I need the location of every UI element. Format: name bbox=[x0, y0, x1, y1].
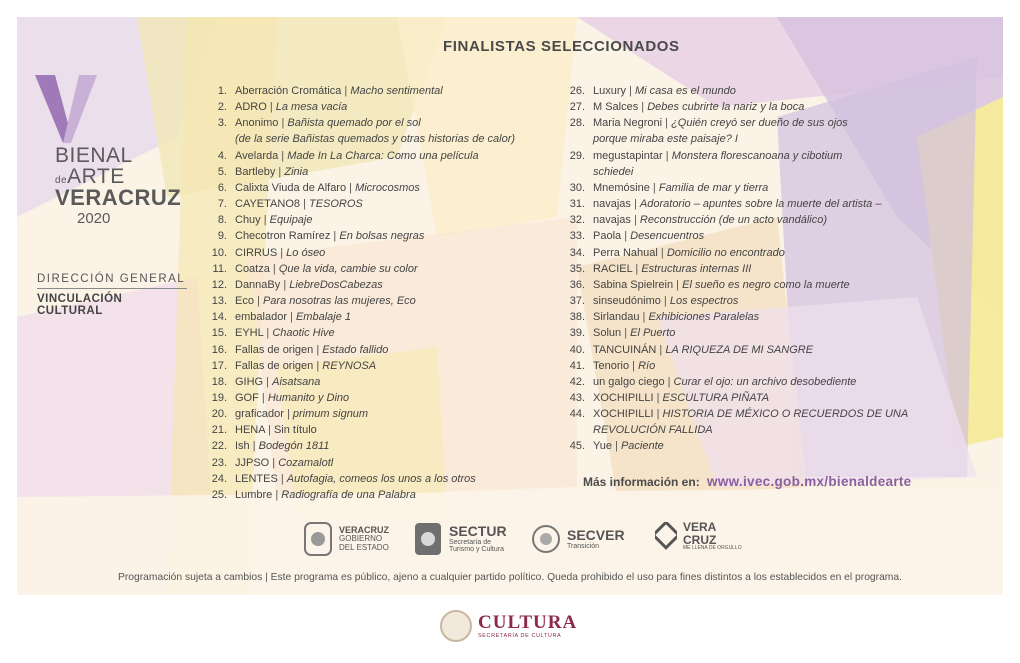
finalist-work-continued: porque miraba este paisaje? I bbox=[593, 133, 738, 146]
finalist-number: 7. bbox=[217, 198, 227, 211]
finalist-artist: Lumbre bbox=[235, 488, 273, 501]
finalist-number: 20. bbox=[211, 408, 227, 421]
finalist-work: Macho sentimental bbox=[350, 85, 443, 97]
finalist-entry: 45. Yue | Paciente bbox=[565, 438, 955, 454]
finalist-work: Embalaje 1 bbox=[295, 311, 352, 324]
finalist-number: 22. bbox=[211, 440, 227, 453]
finalist-work: En bolsas negras bbox=[339, 230, 425, 243]
finalist-work: Familia de mar y tierra bbox=[658, 181, 769, 194]
finalist-number: 43. bbox=[569, 391, 585, 404]
finalist-number: 34. bbox=[569, 246, 585, 259]
finalist-entry: 7. CAYETANO8 | TESOROS bbox=[207, 196, 587, 212]
finalist-work-continued: REVOLUCIÓN FALLIDA bbox=[593, 424, 713, 437]
finalist-artist: Solun bbox=[593, 327, 622, 340]
finalist-work: Para nosotras las mujeres, Eco bbox=[262, 295, 416, 308]
finalist-artist: megustapintar bbox=[593, 149, 663, 162]
sponsor-veracruz-brand: VERA CRUZ ME LLENA DE ORGULLO bbox=[655, 521, 742, 551]
finalist-artist: ADRO bbox=[235, 101, 267, 114]
finalist-artist: Checotron Ramírez bbox=[235, 230, 331, 243]
finalist-entry: 36. Sabina Spielrein | El sueño es negro como la muerte bbox=[565, 277, 955, 293]
finalist-artist: Coatza bbox=[235, 262, 270, 275]
sectur-name: SECTUR bbox=[449, 523, 507, 540]
finalist-artist: DannaBy bbox=[235, 278, 281, 291]
finalist-work: Bodegón 1811 bbox=[258, 440, 330, 453]
finalist-work: Debes cubrirte la nariz y la boca bbox=[647, 101, 805, 114]
finalist-number: 4. bbox=[217, 149, 227, 162]
finalist-entry: 41. Tenorio | Río bbox=[565, 358, 955, 374]
logo-de-arte: deARTE bbox=[55, 165, 125, 188]
finalist-entry: 25. Lumbre | Radiografía de una Palabra bbox=[207, 487, 587, 503]
finalist-work: Estructuras internas III bbox=[641, 262, 752, 275]
finalist-number: 14. bbox=[211, 311, 227, 324]
finalist-work: Domicilio no encontrado bbox=[666, 246, 785, 259]
finalist-work: El Puerto bbox=[630, 327, 676, 340]
finalist-entry: 20. graficador | primum signum bbox=[207, 406, 587, 422]
finalist-work: Exhibiciones Paralelas bbox=[648, 311, 760, 324]
finalist-entry: 42. un galgo ciego | Curar el ojo: un archivo desobediente bbox=[565, 374, 955, 390]
finalist-number: 42. bbox=[569, 375, 585, 388]
finalist-entry: 15. EYHL | Chaotic Hive bbox=[207, 325, 587, 341]
more-info bbox=[583, 474, 912, 489]
finalist-entry: 34. Perra Nahual | Domicilio no encontrado bbox=[565, 245, 955, 261]
finalist-artist: Chuy bbox=[235, 214, 261, 227]
finalist-number: 36. bbox=[569, 278, 585, 291]
finalist-artist: Perra Nahual bbox=[593, 246, 658, 259]
finalist-number: 19. bbox=[211, 391, 227, 404]
finalist-number: 17. bbox=[211, 359, 227, 372]
finalist-artist: embalador bbox=[235, 311, 287, 324]
finalist-entry: 24. LENTES | Autofagia, comeos los unos a los otros bbox=[207, 471, 587, 487]
finalist-work: Made In La Charca: Como una película bbox=[287, 149, 479, 162]
finalist-work: Mi casa es el mundo bbox=[635, 85, 736, 97]
finalist-entry: 40. TANCUINÁN | LA RIQUEZA DE MI SANGRE bbox=[565, 342, 955, 358]
finalist-artist: GOF bbox=[235, 391, 259, 404]
finalist-entry: 28. Maria Negroni | ¿Quién creyó ser dueño de sus ojos porque miraba este paisaje? I bbox=[565, 115, 955, 147]
finalist-entry: 14. embalador | Embalaje 1 bbox=[207, 309, 587, 325]
logo-bienal: BIENAL bbox=[55, 144, 133, 167]
finalist-artist: HENA bbox=[235, 424, 265, 437]
finalist-entry: 27. M Salces | Debes cubrirte la nariz y la boca bbox=[565, 99, 955, 115]
finalist-artist: XOCHIPILLI bbox=[593, 391, 654, 404]
finalist-work: Desencuentros bbox=[630, 230, 705, 243]
finalist-number: 26. bbox=[569, 85, 585, 97]
finalist-number: 45. bbox=[569, 440, 585, 453]
poster bbox=[17, 17, 1003, 595]
veracruz-pattern-icon bbox=[655, 522, 677, 550]
finalist-artist: TANCUINÁN bbox=[593, 343, 657, 356]
finalist-entry: 17. Fallas de origen | REYNOSA bbox=[207, 358, 587, 374]
finalist-artist: Luxury bbox=[593, 85, 627, 97]
finalist-artist: Mnemósine bbox=[593, 181, 650, 194]
finalist-number: 25. bbox=[211, 488, 227, 501]
finalist-number: 13. bbox=[211, 295, 227, 308]
finalist-entry: 11. Coatza | Que la vida, cambie su color bbox=[207, 261, 587, 277]
finalist-work: Sin título bbox=[273, 424, 317, 437]
finalist-artist: Sabina Spielrein bbox=[593, 278, 674, 291]
finalist-artist: Sirlandau bbox=[593, 311, 640, 324]
finalist-artist: navajas bbox=[593, 198, 631, 211]
finalist-artist: M Salces bbox=[593, 101, 639, 114]
finalist-work: La mesa vacía bbox=[275, 101, 348, 114]
finalist-work: primum signum bbox=[292, 408, 369, 421]
finalist-number: 8. bbox=[217, 214, 227, 227]
finalist-work: LA RIQUEZA DE MI SANGRE bbox=[665, 343, 814, 356]
finalist-entry: 19. GOF | Humanito y Dino bbox=[207, 390, 587, 406]
finalist-work: Paciente bbox=[620, 440, 664, 453]
finalist-number: 28. bbox=[569, 117, 585, 130]
finalist-entry: 44. XOCHIPILLI | HISTORIA DE MÉXICO O RECUERDOS DE UNA REVOLUCIÓN FALLIDA bbox=[565, 406, 955, 438]
finalist-artist: sinseudónimo bbox=[593, 295, 661, 308]
finalist-work: Reconstrucción (de un acto vandálico) bbox=[639, 214, 828, 227]
finalist-work: Radiografía de una Palabra bbox=[281, 488, 416, 501]
finalist-entry: 32. navajas | Reconstrucción (de un acto vandálico) bbox=[565, 212, 955, 228]
finalist-number: 40. bbox=[569, 343, 585, 356]
finalist-artist: navajas bbox=[593, 214, 631, 227]
finalist-number: 30. bbox=[569, 181, 585, 194]
direccion-line1: DIRECCIÓN GENERAL bbox=[37, 273, 187, 289]
finalist-number: 3. bbox=[217, 117, 227, 130]
finalist-work: Lo óseo bbox=[286, 246, 326, 259]
finalist-entry: 22. Ish | Bodegón 1811 bbox=[207, 438, 587, 454]
finalist-artist: RACIEL bbox=[593, 262, 633, 275]
finalist-artist: Anonimo bbox=[235, 117, 279, 130]
finalist-number: 10. bbox=[211, 246, 227, 259]
finalist-entry: 38. Sirlandau | Exhibiciones Paralelas bbox=[565, 309, 955, 325]
finalist-number: 2. bbox=[217, 101, 227, 114]
sponsor-logos bbox=[17, 517, 1003, 567]
logo-veracruz: VERACRUZ bbox=[55, 185, 182, 210]
finalist-entry: 9. Checotron Ramírez | En bolsas negras bbox=[207, 228, 587, 244]
finalist-number: 35. bbox=[569, 262, 585, 275]
finalist-work: Bañista quemado por el sol bbox=[287, 117, 421, 130]
finalist-entry: 23. JJPSO | Cozamalotl bbox=[207, 455, 587, 471]
finalist-artist: Fallas de origen bbox=[235, 343, 314, 356]
mexico-seal-icon bbox=[440, 610, 472, 642]
finalist-work: Aisatsana bbox=[272, 375, 321, 388]
finalist-entry: 26. Luxury | Mi casa es el mundo bbox=[565, 83, 955, 99]
sponsor-secver: SECVER Transición bbox=[531, 521, 625, 557]
direccion-general bbox=[37, 273, 187, 317]
finalist-entry: 43. XOCHIPILLI | ESCULTURA PIÑATA bbox=[565, 390, 955, 406]
cultura-name: CULTURA bbox=[478, 611, 578, 633]
finalist-number: 21. bbox=[211, 424, 227, 437]
finalist-entry: 18. GIHG | Aisatsana bbox=[207, 374, 587, 390]
finalist-number: 1. bbox=[217, 85, 227, 97]
disclaimer: Programación sujeta a cambios | Este programa es público, ajeno a cualquier partido político. Queda prohibido el uso para fines distintos a los establecidos en el programa. bbox=[118, 572, 902, 583]
sponsor-sectur: SECTUR Secretaría de Turismo y Cultura bbox=[413, 521, 507, 557]
finalist-number: 24. bbox=[211, 472, 227, 485]
finalist-artist: CIRRUS bbox=[235, 246, 278, 259]
finalist-entry: 10. CIRRUS | Lo óseo bbox=[207, 245, 587, 261]
finalist-work: Los espectros bbox=[669, 295, 739, 308]
finalist-work: HISTORIA DE MÉXICO O RECUERDOS DE UNA bbox=[662, 408, 909, 421]
finalist-artist: CAYETANO8 bbox=[235, 198, 300, 211]
page-title: FINALISTAS SELECCIONADOS bbox=[443, 38, 680, 55]
finalist-artist: Aberración Cromática bbox=[235, 85, 342, 97]
finalist-number: 29. bbox=[569, 149, 585, 162]
finalist-work: Monstera florescanoana y cibotium bbox=[671, 149, 843, 162]
direccion-line2: VINCULACIÓN CULTURAL bbox=[37, 293, 123, 317]
finalist-number: 44. bbox=[569, 408, 585, 421]
finalist-number: 23. bbox=[211, 456, 227, 469]
finalist-work-continued: schiedei bbox=[593, 165, 634, 178]
more-info-label: Más información en: bbox=[583, 475, 700, 489]
sponsor-veracruz-gobierno: VERACRUZ GOBIERNO DEL ESTADO bbox=[303, 521, 389, 557]
finalist-artist: LENTES bbox=[235, 472, 278, 485]
finalist-entry: 16. Fallas de origen | Estado fallido bbox=[207, 342, 587, 358]
finalist-entry: 29. megustapintar | Monstera florescanoana y cibotium schiedei bbox=[565, 148, 955, 180]
secver-name: SECVER bbox=[567, 526, 625, 543]
finalist-entry: 21. HENA | Sin título bbox=[207, 422, 587, 438]
finalist-entry: 13. Eco | Para nosotras las mujeres, Eco bbox=[207, 293, 587, 309]
finalist-work: Cozamalotl bbox=[278, 456, 334, 469]
finalist-artist: Tenorio bbox=[593, 359, 630, 372]
finalists-list-left bbox=[207, 83, 587, 503]
finalist-work: Chaotic Hive bbox=[272, 327, 335, 340]
sectur-shield-icon bbox=[413, 521, 443, 557]
finalist-artist: un galgo ciego bbox=[593, 375, 665, 388]
finalist-work: Curar el ojo: un archivo desobediente bbox=[673, 375, 857, 388]
finalist-artist: GIHG bbox=[235, 375, 264, 388]
finalist-number: 38. bbox=[569, 311, 585, 324]
finalist-work: REYNOSA bbox=[322, 359, 377, 372]
bienal-v-logo-icon bbox=[35, 75, 99, 143]
finalist-entry: 35. RACIEL | Estructuras internas III bbox=[565, 261, 955, 277]
cultura-subtitle: SECRETARÍA DE CULTURA bbox=[478, 632, 562, 639]
finalist-work: El sueño es negro como la muerte bbox=[682, 278, 850, 291]
finalist-entry: 33. Paola | Desencuentros bbox=[565, 228, 955, 244]
finalist-entry: 31. navajas | Adoratorio – apuntes sobre la muerte del artista – bbox=[565, 196, 955, 212]
finalist-entry: 1. Aberración Cromática | Macho sentimental bbox=[207, 83, 587, 99]
finalist-entry: 30. Mnemósine | Familia de mar y tierra bbox=[565, 180, 955, 196]
finalist-number: 15. bbox=[211, 327, 227, 340]
finalist-work: Equipaje bbox=[269, 214, 313, 227]
finalist-entry: 8. Chuy | Equipaje bbox=[207, 212, 587, 228]
finalists-list-right bbox=[565, 83, 955, 455]
finalist-number: 18. bbox=[211, 375, 227, 388]
finalist-artist: JJPSO bbox=[235, 456, 270, 469]
cultura-footer-logo bbox=[440, 610, 577, 642]
finalist-number: 33. bbox=[569, 230, 585, 243]
finalist-artist: EYHL bbox=[235, 327, 264, 340]
finalist-work: Autofagia, comeos los unos a los otros bbox=[286, 472, 476, 485]
finalist-number: 27. bbox=[569, 101, 585, 114]
finalist-artist: XOCHIPILLI bbox=[593, 408, 654, 421]
finalist-entry: 37. sinseudónimo | Los espectros bbox=[565, 293, 955, 309]
finalist-artist: graficador bbox=[235, 408, 284, 421]
finalist-entry: 12. DannaBy | LiebreDosCabezas bbox=[207, 277, 587, 293]
finalist-number: 41. bbox=[569, 359, 585, 372]
finalist-number: 39. bbox=[569, 327, 585, 340]
finalist-artist: Fallas de origen bbox=[235, 359, 314, 372]
veracruz-shield-icon bbox=[303, 521, 333, 557]
finalist-work: TESOROS bbox=[308, 198, 363, 211]
finalist-artist: Paola bbox=[593, 230, 622, 243]
finalist-artist: Bartleby bbox=[235, 165, 276, 178]
finalist-artist: Maria Negroni bbox=[593, 117, 663, 130]
finalist-entry: 3. Anonimo | Bañista quemado por el sol (de la serie Bañistas quemados y otras historias de calor) bbox=[207, 115, 587, 147]
finalist-artist: Ish bbox=[235, 440, 250, 453]
finalist-entry: 4. Avelarda | Made In La Charca: Como una película bbox=[207, 148, 587, 164]
finalist-number: 12. bbox=[211, 278, 227, 291]
finalist-work: Humanito y Dino bbox=[267, 391, 350, 404]
logo-year: 2020 bbox=[77, 210, 111, 227]
veracruz-name: VERACRUZ bbox=[339, 524, 390, 535]
finalist-number: 11. bbox=[212, 262, 227, 275]
bienal-logo-text bbox=[55, 145, 181, 226]
more-info-url[interactable]: www.ivec.gob.mx/bienaldearte bbox=[707, 474, 912, 489]
finalist-artist: Eco bbox=[235, 295, 254, 308]
secver-seal-icon bbox=[531, 521, 561, 557]
finalist-work: Adoratorio – apuntes sobre la muerte del artista – bbox=[639, 198, 882, 211]
finalist-work: Zinia bbox=[284, 165, 309, 178]
finalist-artist: Avelarda bbox=[235, 149, 279, 162]
finalist-work: Microcosmos bbox=[355, 181, 420, 194]
finalist-work: ¿Quién creyó ser dueño de sus ojos bbox=[671, 117, 848, 130]
finalist-work: ESCULTURA PIÑATA bbox=[662, 391, 770, 404]
finalist-artist: Calixta Viuda de Alfaro bbox=[235, 181, 347, 194]
finalist-work-continued: (de la serie Bañistas quemados y otras historias de calor) bbox=[235, 133, 516, 146]
finalist-number: 6. bbox=[217, 181, 227, 194]
finalist-entry: 2. ADRO | La mesa vacía bbox=[207, 99, 587, 115]
finalist-number: 37. bbox=[569, 295, 585, 308]
finalist-number: 16. bbox=[211, 343, 227, 356]
finalist-work: Estado fallido bbox=[322, 343, 389, 356]
finalist-number: 31. bbox=[569, 198, 585, 211]
finalist-artist: Yue bbox=[593, 440, 612, 453]
finalist-work: Que la vida, cambie su color bbox=[278, 262, 418, 275]
finalist-work: Río bbox=[638, 359, 656, 372]
finalist-number: 9. bbox=[217, 230, 227, 243]
finalist-number: 5. bbox=[217, 165, 227, 178]
finalist-entry: 6. Calixta Viuda de Alfaro | Microcosmos bbox=[207, 180, 587, 196]
finalist-number: 32. bbox=[569, 214, 585, 227]
finalist-entry: 39. Solun | El Puerto bbox=[565, 325, 955, 341]
finalist-work: LiebreDosCabezas bbox=[289, 278, 383, 291]
finalist-entry: 5. Bartleby | Zinia bbox=[207, 164, 587, 180]
